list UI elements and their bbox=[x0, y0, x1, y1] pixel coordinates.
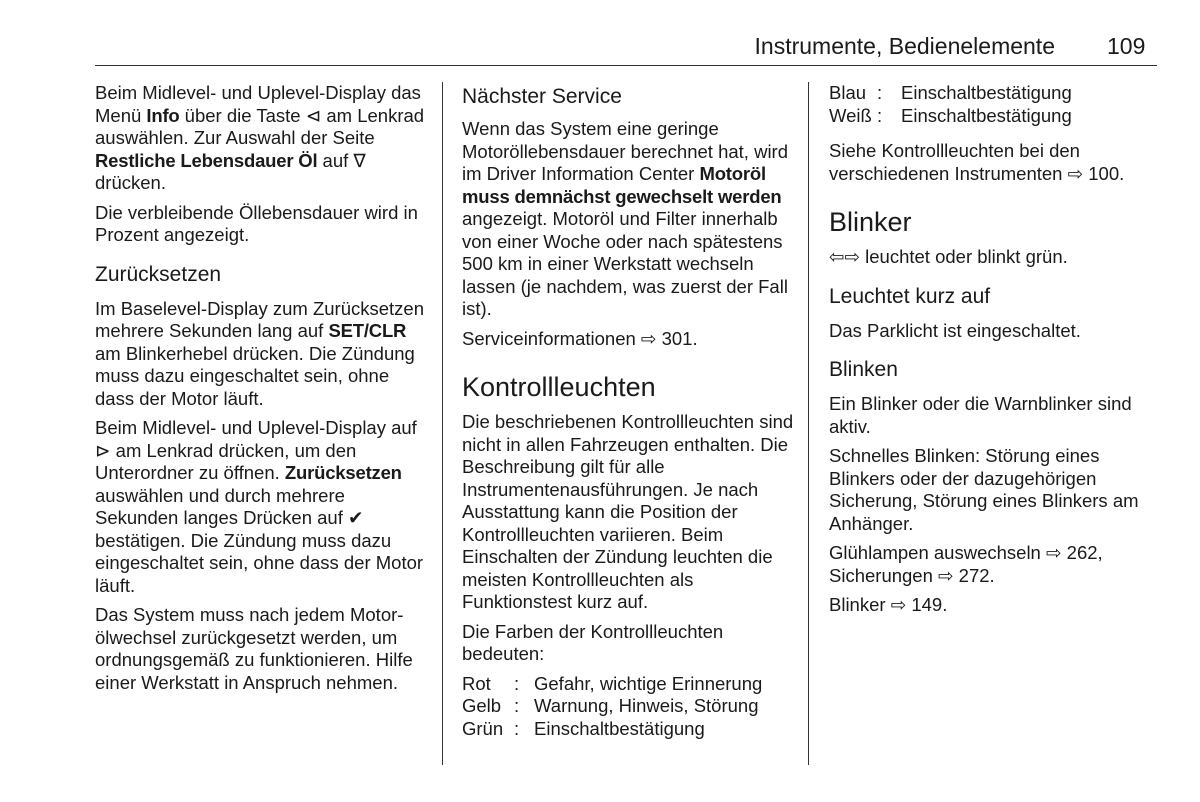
color-row: Gelb : Warnung, Hinweis, Störung bbox=[462, 695, 759, 716]
reference-arrow-icon: ⇨ bbox=[890, 594, 907, 615]
reference-arrow-icon: ⇨ bbox=[938, 564, 954, 586]
reference-arrow-icon: ⇨ bbox=[1067, 162, 1084, 184]
paragraph-oil-change: Das System muss nach jedem Motorölwechsel zurückgesetzt werden, um ordnungsgemäß zu funktionieren. Hilfe einer Werkstatt in Anspruch nehmen. bbox=[95, 604, 413, 693]
color-row: Blau : Einschaltbestätigung bbox=[829, 82, 1072, 103]
paragraph-info-menu: Beim Midlevel- und Uplevel-Display das Menü Info über die Taste ⊲ am Lenkrad auswählen. Zur Auswahl der Seite Restliche Lebensdauer Öl auf ∇ drücken. bbox=[95, 82, 425, 193]
column-2 bbox=[462, 82, 795, 740]
paragraph-midlevel-reset: Beim Midlevel- und Uplevel-Display auf ⊳ am Lenkrad drücken, um den Unterordner zu öffnen. Zurücksetzen auswählen und durch mehrere Sekunden langes Drücken auf ✔ bestätigen. Die Zündung muss dazu eingeschaltet sein, ohne dass der Motor läuft. bbox=[95, 417, 424, 596]
left-button-icon: ⊲ bbox=[305, 104, 322, 126]
column-separator-1 bbox=[442, 82, 443, 765]
heading-blinker: Blinker bbox=[829, 207, 912, 237]
reference-arrow-icon: ⇨ bbox=[1046, 542, 1062, 563]
color-row: Weiß : Einschaltbestätigung bbox=[829, 104, 1072, 126]
paragraph-blinker-green: ⇦⇨ leuchtet oder blinkt grün. bbox=[829, 246, 1068, 267]
color-list-continued bbox=[829, 82, 1159, 127]
column-1 bbox=[95, 82, 427, 701]
paragraph-warning-lights: Die beschriebenen Kontrollleuchten sind nicht in allen Fahrzeugen enthalten. Die Beschreibung gilt für alle Instrumentenausführungen. Je nach Ausstattung kann die Position der Kontrollleuchten variieren. Beim Einschalten der Zündung leuchten die meisten Kontrollleuchten als Funktionstest kurz auf. bbox=[462, 411, 794, 612]
check-icon: ✔ bbox=[348, 507, 364, 528]
paragraph-percent: Die verbleibende Öllebensdauer wird in Prozent angezeigt. bbox=[95, 201, 418, 245]
heading-lights-briefly: Leuchtet kurz auf bbox=[829, 284, 991, 308]
color-row: Rot : Gefahr, wichtige Erinnerung bbox=[462, 672, 763, 694]
paragraph-see-instruments: Siehe Kontrollleuchten bei den verschiedenen Instrumenten ⇨ 100. bbox=[829, 140, 1125, 184]
reference-arrow-icon: ⇨ bbox=[640, 327, 657, 349]
heading-reset: Zurücksetzen bbox=[95, 262, 222, 286]
header-title: Instrumente, Bedienelemente bbox=[754, 33, 1055, 59]
page-number: 109 bbox=[1107, 33, 1146, 59]
paragraph-fast-blinking: Schnelles Blinken: Störung eines Blinkers oder der dazugehörigen Sicherung, Störung eines Blinkers am Anhänger. bbox=[829, 445, 1139, 534]
heading-next-service: Nächster Service bbox=[462, 85, 622, 108]
paragraph-service-ref: Serviceinformationen ⇨ 301. bbox=[462, 327, 698, 349]
right-button-icon: ⊳ bbox=[95, 439, 111, 461]
heading-warning-lights: Kontrollleuchten bbox=[462, 372, 656, 402]
paragraph-colors-intro: Die Farben der Kontrollleuchten bedeuten: bbox=[462, 620, 724, 664]
paragraph-blinker-ref: Blinker ⇨ 149. bbox=[829, 594, 948, 615]
color-row: Grün : Einschaltbestätigung bbox=[462, 717, 705, 739]
header-rule bbox=[95, 65, 1157, 66]
paragraph-service: Wenn das System eine geringe Motoröllebensdauer berechnet hat, wird im Driver Information Center Motoröl muss demnächst gewechselt werden angezeigt. Motoröl und Filter innerhalb von einer Woche oder nach spätestens 500 km in einer Werkstatt wechseln lassen (je nachdem, was zuerst der Fall ist). bbox=[462, 118, 788, 319]
paragraph-bulb-fuse-refs: Glühlampen auswechseln ⇨ 262, Sicherungen ⇨ 272. bbox=[829, 542, 1103, 586]
heading-blinking: Blinken bbox=[829, 358, 898, 381]
turn-signal-icon: ⇦⇨ bbox=[829, 246, 861, 267]
color-list bbox=[462, 673, 795, 741]
column-separator-2 bbox=[808, 82, 809, 765]
paragraph-baselevel: Im Baselevel-Display zum Zurücksetzen mehrere Sekunden lang auf SET/CLR am Blinkerhebel drücken. Die Zündung muss dazu eingeschaltet sein, ohne dass der Motor läuft. bbox=[95, 297, 424, 409]
column-3 bbox=[829, 82, 1159, 624]
paragraph-blinker-active: Ein Blinker oder die Warnblinker sind aktiv. bbox=[829, 393, 1132, 437]
paragraph-parking-light: Das Parklicht ist eingeschaltet. bbox=[829, 319, 1081, 341]
down-icon: ∇ bbox=[353, 149, 366, 171]
